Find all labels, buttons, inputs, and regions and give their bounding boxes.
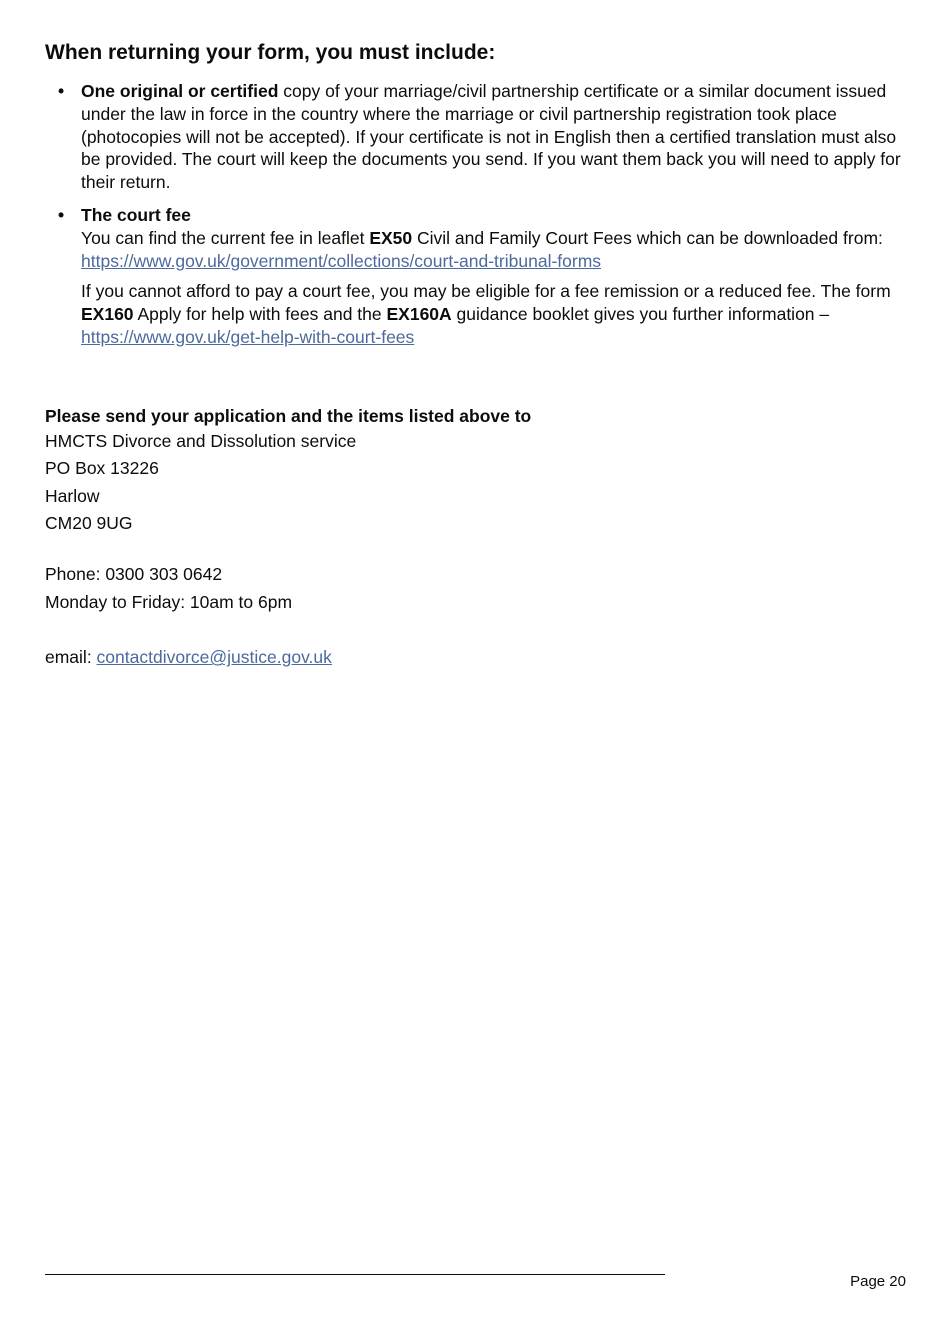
document-page (45, 38, 910, 672)
remission-text-a: If you cannot afford to pay a court fee, you may be eligible for a fee remission or a reduced fee. The form (81, 281, 891, 302)
ex50-label: EX50 (369, 227, 413, 248)
send-heading: Please send your application and the items listed above to (45, 405, 532, 426)
address-line: CM20 9UG (45, 512, 133, 533)
bullet-icon: • (58, 204, 65, 225)
list-item (45, 80, 910, 194)
phone-number: Phone: 0300 303 0642 (45, 564, 223, 585)
remission-text-b: Apply for help with fees and the (133, 304, 387, 325)
opening-hours: Monday to Friday: 10am to 6pm (45, 591, 293, 612)
fee-remission-paragraph (81, 280, 910, 348)
court-forms-link[interactable]: https://www.gov.uk/government/collections/court-and-tribunal-forms (81, 250, 602, 271)
email-line (45, 644, 910, 671)
item1-text: copy of your marriage/civil partnership certificate or a similar document issued under the law in force in the country where the marriage or civil partnership registration took place (photocopies will not be accepted). If your certificate is not in English then a certified translation must also be provided. The court will keep the documents you send. If you want them back you will need to apply for their return. (81, 81, 901, 193)
address-line: PO Box 13226 (45, 458, 159, 479)
section-heading: When returning your form, you must include: (45, 41, 496, 64)
address-line: Harlow (45, 485, 100, 506)
list-item (45, 204, 910, 349)
item1-bold-lead: One original or certified (81, 81, 279, 101)
address-line: HMCTS Divorce and Dissolution service (45, 430, 357, 451)
remission-text-c: guidance booklet gives you further information – (451, 304, 830, 325)
email-link[interactable]: contactdivorce@justice.gov.uk (96, 647, 332, 668)
email-label: email: (45, 647, 97, 668)
court-fee-title: The court fee (81, 204, 191, 225)
requirements-list (45, 80, 910, 349)
page-number: Page 20 (850, 1273, 906, 1290)
postal-address (45, 428, 910, 538)
ex160a-label: EX160A (386, 304, 452, 325)
ex160-label: EX160 (81, 304, 134, 325)
help-with-fees-link[interactable]: https://www.gov.uk/get-help-with-court-fees (81, 326, 415, 347)
bullet-icon: • (58, 81, 65, 101)
court-fee-text-a: You can find the current fee in leaflet (81, 227, 370, 248)
footer-divider (45, 1274, 665, 1275)
court-fee-text-b: Civil and Family Court Fees which can be downloaded from: (412, 227, 883, 248)
